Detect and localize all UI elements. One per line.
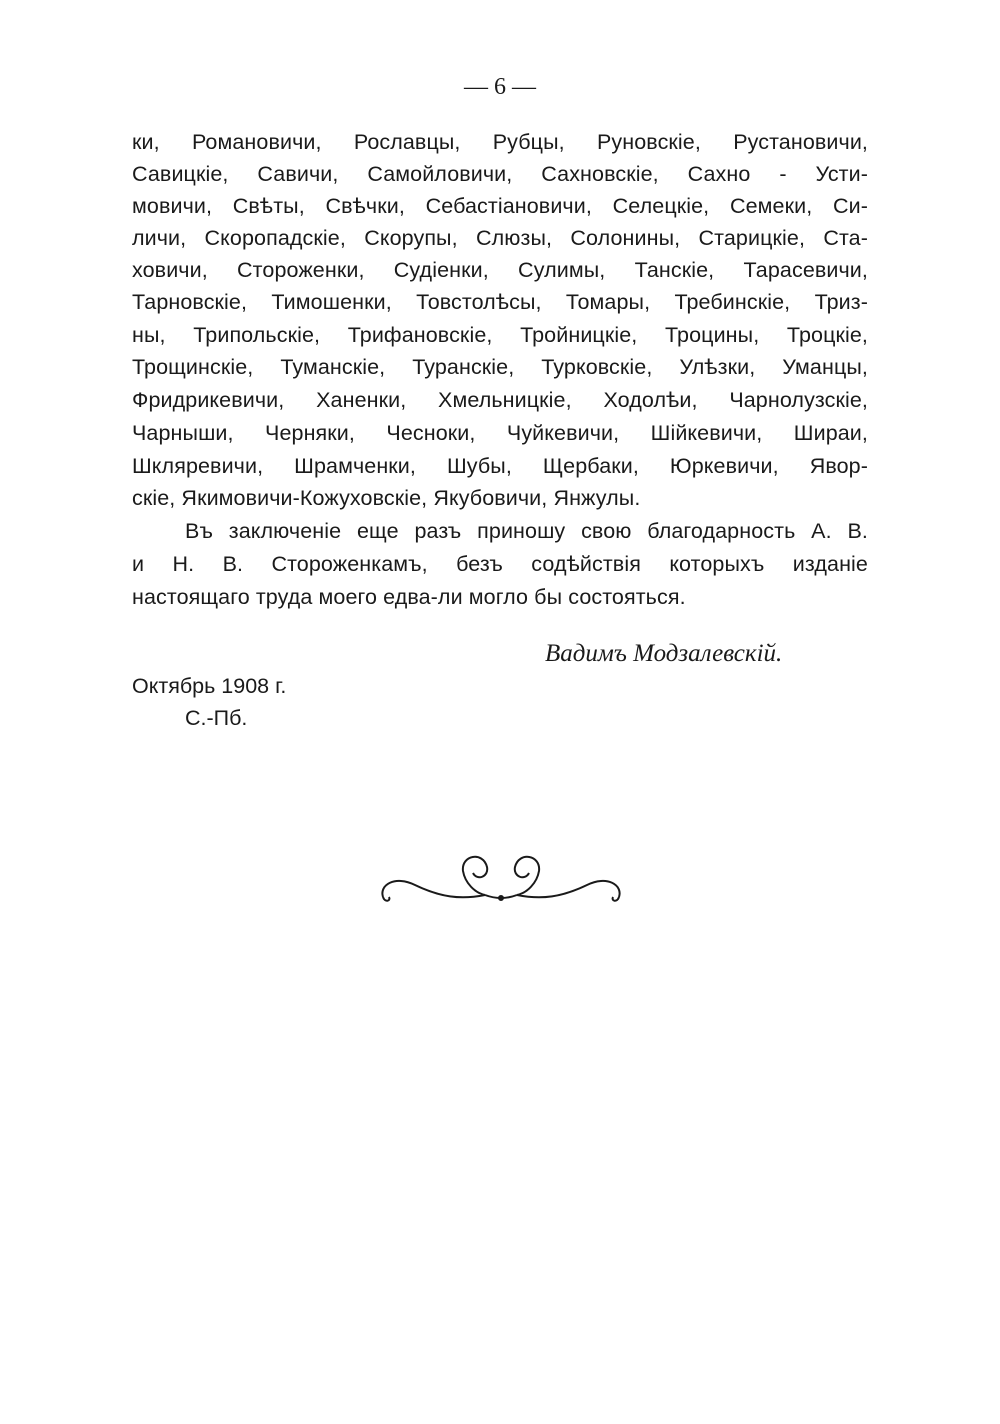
text-line: ки, Романовичи, Рославцы, Рубцы, Руновскіе, Рустановичи, (132, 130, 868, 154)
closing-line: и Н. В. Стороженкамъ, безъ содѣйствія которыхъ изданіе (132, 552, 868, 576)
text-line: Шкляревичи, Шрамченки, Шубы, Щербаки, Юркевичи, Явор- (132, 454, 868, 478)
text-line: личи, Скоропадскіе, Скорупы, Слюзы, Солонины, Старицкіе, Ста- (132, 226, 868, 250)
text-line: Фридрикевичи, Ханенки, Хмельницкіе, Ходолѣи, Чарнолузскіе, (132, 388, 868, 412)
text-line: Чарныши, Черняки, Чесноки, Чуйкевичи, Шійкевичи, Шираи, (132, 421, 868, 445)
text-line: ховичи, Стороженки, Судіенки, Сулимы, Танскіе, Тарасевичи, (132, 258, 868, 282)
page-number: — 6 — (464, 74, 536, 100)
closing-line: настоящаго труда моего едва-ли могло бы состояться. (132, 585, 686, 609)
text-line: Трощинскіе, Туманскіе, Туранскіе, Турковскіе, Улѣзки, Уманцы, (132, 355, 868, 379)
text-line: Савицкіе, Савичи, Самойловичи, Сахновскіе, Сахно - Усти- (132, 162, 868, 186)
ornament-flourish-icon (375, 845, 627, 915)
text-line: мовичи, Свѣты, Свѣчки, Себастіановичи, Селецкіе, Семеки, Си- (132, 194, 868, 218)
signature: Вадимъ Модзалевскій. (545, 640, 783, 667)
place: С.-Пб. (185, 706, 248, 730)
closing-line: Въ заключеніе еще разъ приношу свою благодарность А. В. (185, 519, 868, 543)
text-line: ны, Трипольскіе, Трифановскіе, Тройницкіе, Троцины, Троцкіе, (132, 323, 868, 347)
text-line: скіе, Якимовичи-Кожуховскіе, Якубовичи, Янжулы. (132, 486, 641, 510)
date: Октябрь 1908 г. (132, 674, 287, 698)
text-line: Тарновскіе, Тимошенки, Товстолѣсы, Томары, Требинскіе, Триз- (132, 290, 868, 314)
